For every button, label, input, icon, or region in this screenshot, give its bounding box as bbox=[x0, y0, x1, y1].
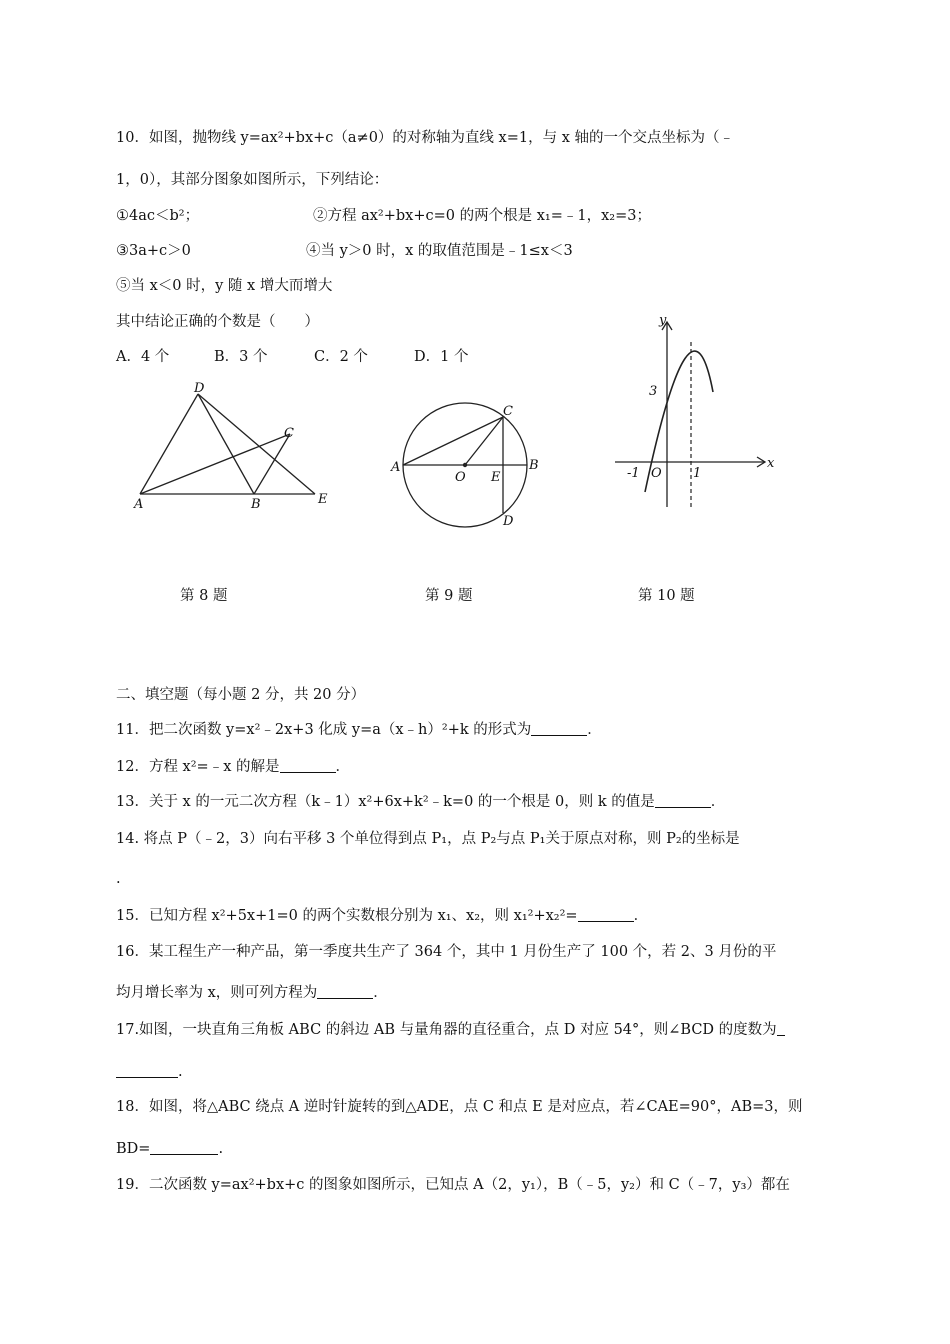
q18-blank[interactable] bbox=[150, 1140, 218, 1155]
q16-text: 均月增长率为 x，则可列方程为 bbox=[116, 985, 318, 1001]
center-point bbox=[463, 463, 467, 467]
figure-9-caption: 第 9 题 bbox=[425, 588, 473, 604]
label-three: 3 bbox=[649, 384, 658, 399]
label-one: 1 bbox=[693, 466, 702, 481]
label-a: A bbox=[134, 497, 144, 512]
label-neg1: -1 bbox=[627, 466, 640, 481]
q10-option-d: D．1 个 bbox=[414, 349, 469, 365]
q13-text: 13．关于 x 的一元二次方程（k﹣1）x²+6x+k²﹣k=0 的一个根是 0，则 k 的值是 bbox=[116, 794, 655, 810]
q16-end: ． bbox=[373, 985, 388, 1001]
label-d: D bbox=[503, 514, 514, 529]
figure-9 bbox=[385, 395, 555, 535]
q12 bbox=[116, 757, 350, 777]
q10-conclusion-3: ③3a+c＞0 bbox=[116, 243, 191, 259]
label-o: O bbox=[455, 470, 466, 485]
q10-conclusion-5: ⑤当 x＜0 时，y 随 x 增大而增大 bbox=[116, 278, 333, 294]
q16-blank[interactable] bbox=[317, 984, 373, 999]
q15-blank[interactable] bbox=[578, 907, 634, 922]
q11-blank[interactable] bbox=[531, 721, 587, 736]
label-x: x bbox=[767, 456, 775, 471]
q14-line1: 14. 将点 P（﹣2，3）向右平移 3 个单位得到点 P₁，点 P₂与点 P₁关于原点对称，则 P₂的坐标是 bbox=[116, 831, 740, 847]
q18-text: BD= bbox=[116, 1141, 151, 1157]
figure-8-caption: 第 8 题 bbox=[180, 588, 228, 604]
q17-blank[interactable] bbox=[116, 1063, 178, 1078]
q15-end: ． bbox=[633, 908, 649, 924]
q12-text: 12．方程 x²=﹣x 的解是 bbox=[116, 759, 280, 775]
label-a: A bbox=[391, 460, 401, 475]
label-origin: O bbox=[651, 466, 662, 481]
q15 bbox=[116, 906, 648, 926]
q18-line1: 18．如图，将△ABC 绕点 A 逆时针旋转的到△ADE，点 C 和点 E 是对应点，若∠CAE=90°，AB=3，则 bbox=[116, 1099, 803, 1115]
label-c: C bbox=[284, 426, 294, 441]
label-d: D bbox=[194, 381, 205, 396]
q13-end: ． bbox=[710, 794, 726, 810]
label-e: E bbox=[318, 492, 328, 507]
q11-end: ． bbox=[587, 722, 602, 738]
q10-conclusion-2: ②方程 ax²+bx+c=0 的两个根是 x₁=﹣1，x₂=3； bbox=[313, 208, 651, 224]
q15-text: 15．已知方程 x²+5x+1=0 的两个实数根分别为 x₁、x₂，则 x₁²+x₂²= bbox=[116, 908, 578, 924]
q11-text: 11．把二次函数 y=x²﹣2x+3 化成 y=a（x﹣h）²+k 的形式为 bbox=[116, 722, 532, 738]
label-e: E bbox=[491, 470, 501, 485]
figure-8 bbox=[120, 380, 340, 520]
q10-line1: 10．如图，抛物线 y=ax²+bx+c（a≠0）的对称轴为直线 x=1，与 x 轴的一个交点坐标为（﹣ bbox=[116, 130, 734, 146]
figure-8-lines bbox=[140, 394, 315, 494]
q16-line1: 16．某工程生产一种产品，第一季度共生产了 364 个，其中 1 月份生产了 100 个，若 2、3 月份的平 bbox=[116, 944, 777, 960]
label-b: B bbox=[251, 497, 261, 512]
q10-conclusion-4: ④当 y＞0 时，x 的取值范围是﹣1≤x＜3 bbox=[306, 243, 573, 259]
q10-line2: 1，0），其部分图象如图所示，下列结论： bbox=[116, 172, 389, 188]
q17-text: 17.如图，一块直角三角板 ABC 的斜边 AB 与量角器的直径重合，点 D 对应 54°，则∠BCD 的度数为 bbox=[116, 1022, 777, 1038]
q10-question: 其中结论正确的个数是（ ） bbox=[116, 314, 319, 330]
label-c: C bbox=[503, 404, 513, 419]
q18-end: . bbox=[218, 1141, 224, 1157]
q10-option-a: A．4 个 bbox=[116, 349, 170, 365]
figure-10 bbox=[605, 312, 795, 522]
q17-line2 bbox=[116, 1062, 183, 1082]
q17-blank-start[interactable] bbox=[777, 1021, 785, 1036]
q12-blank[interactable] bbox=[280, 758, 336, 773]
q17-end: . bbox=[178, 1064, 183, 1080]
q14-line2: . bbox=[116, 871, 121, 887]
figure-10-caption: 第 10 题 bbox=[638, 588, 695, 604]
q10-option-c: C．2 个 bbox=[314, 349, 368, 365]
q13 bbox=[116, 792, 725, 812]
q12-end: ． bbox=[335, 759, 350, 775]
q19-line1: 19．二次函数 y=ax²+bx+c 的图象如图所示，已知点 A（2，y₁），B（﹣5，y₂）和 C（﹣7，y₃）都在 bbox=[116, 1177, 790, 1193]
q10-conclusion-1: ①4ac＜b²； bbox=[116, 208, 200, 224]
q13-blank[interactable] bbox=[655, 793, 711, 808]
q11 bbox=[116, 720, 602, 740]
q16-line2 bbox=[116, 983, 388, 1003]
q10-option-b: B．3 个 bbox=[214, 349, 268, 365]
section-title: 二、填空题（每小题 2 分，共 20 分） bbox=[116, 687, 366, 703]
q18-line2 bbox=[116, 1139, 223, 1159]
q17-line1 bbox=[116, 1020, 785, 1040]
label-b: B bbox=[529, 458, 539, 473]
label-y: y bbox=[659, 313, 667, 328]
